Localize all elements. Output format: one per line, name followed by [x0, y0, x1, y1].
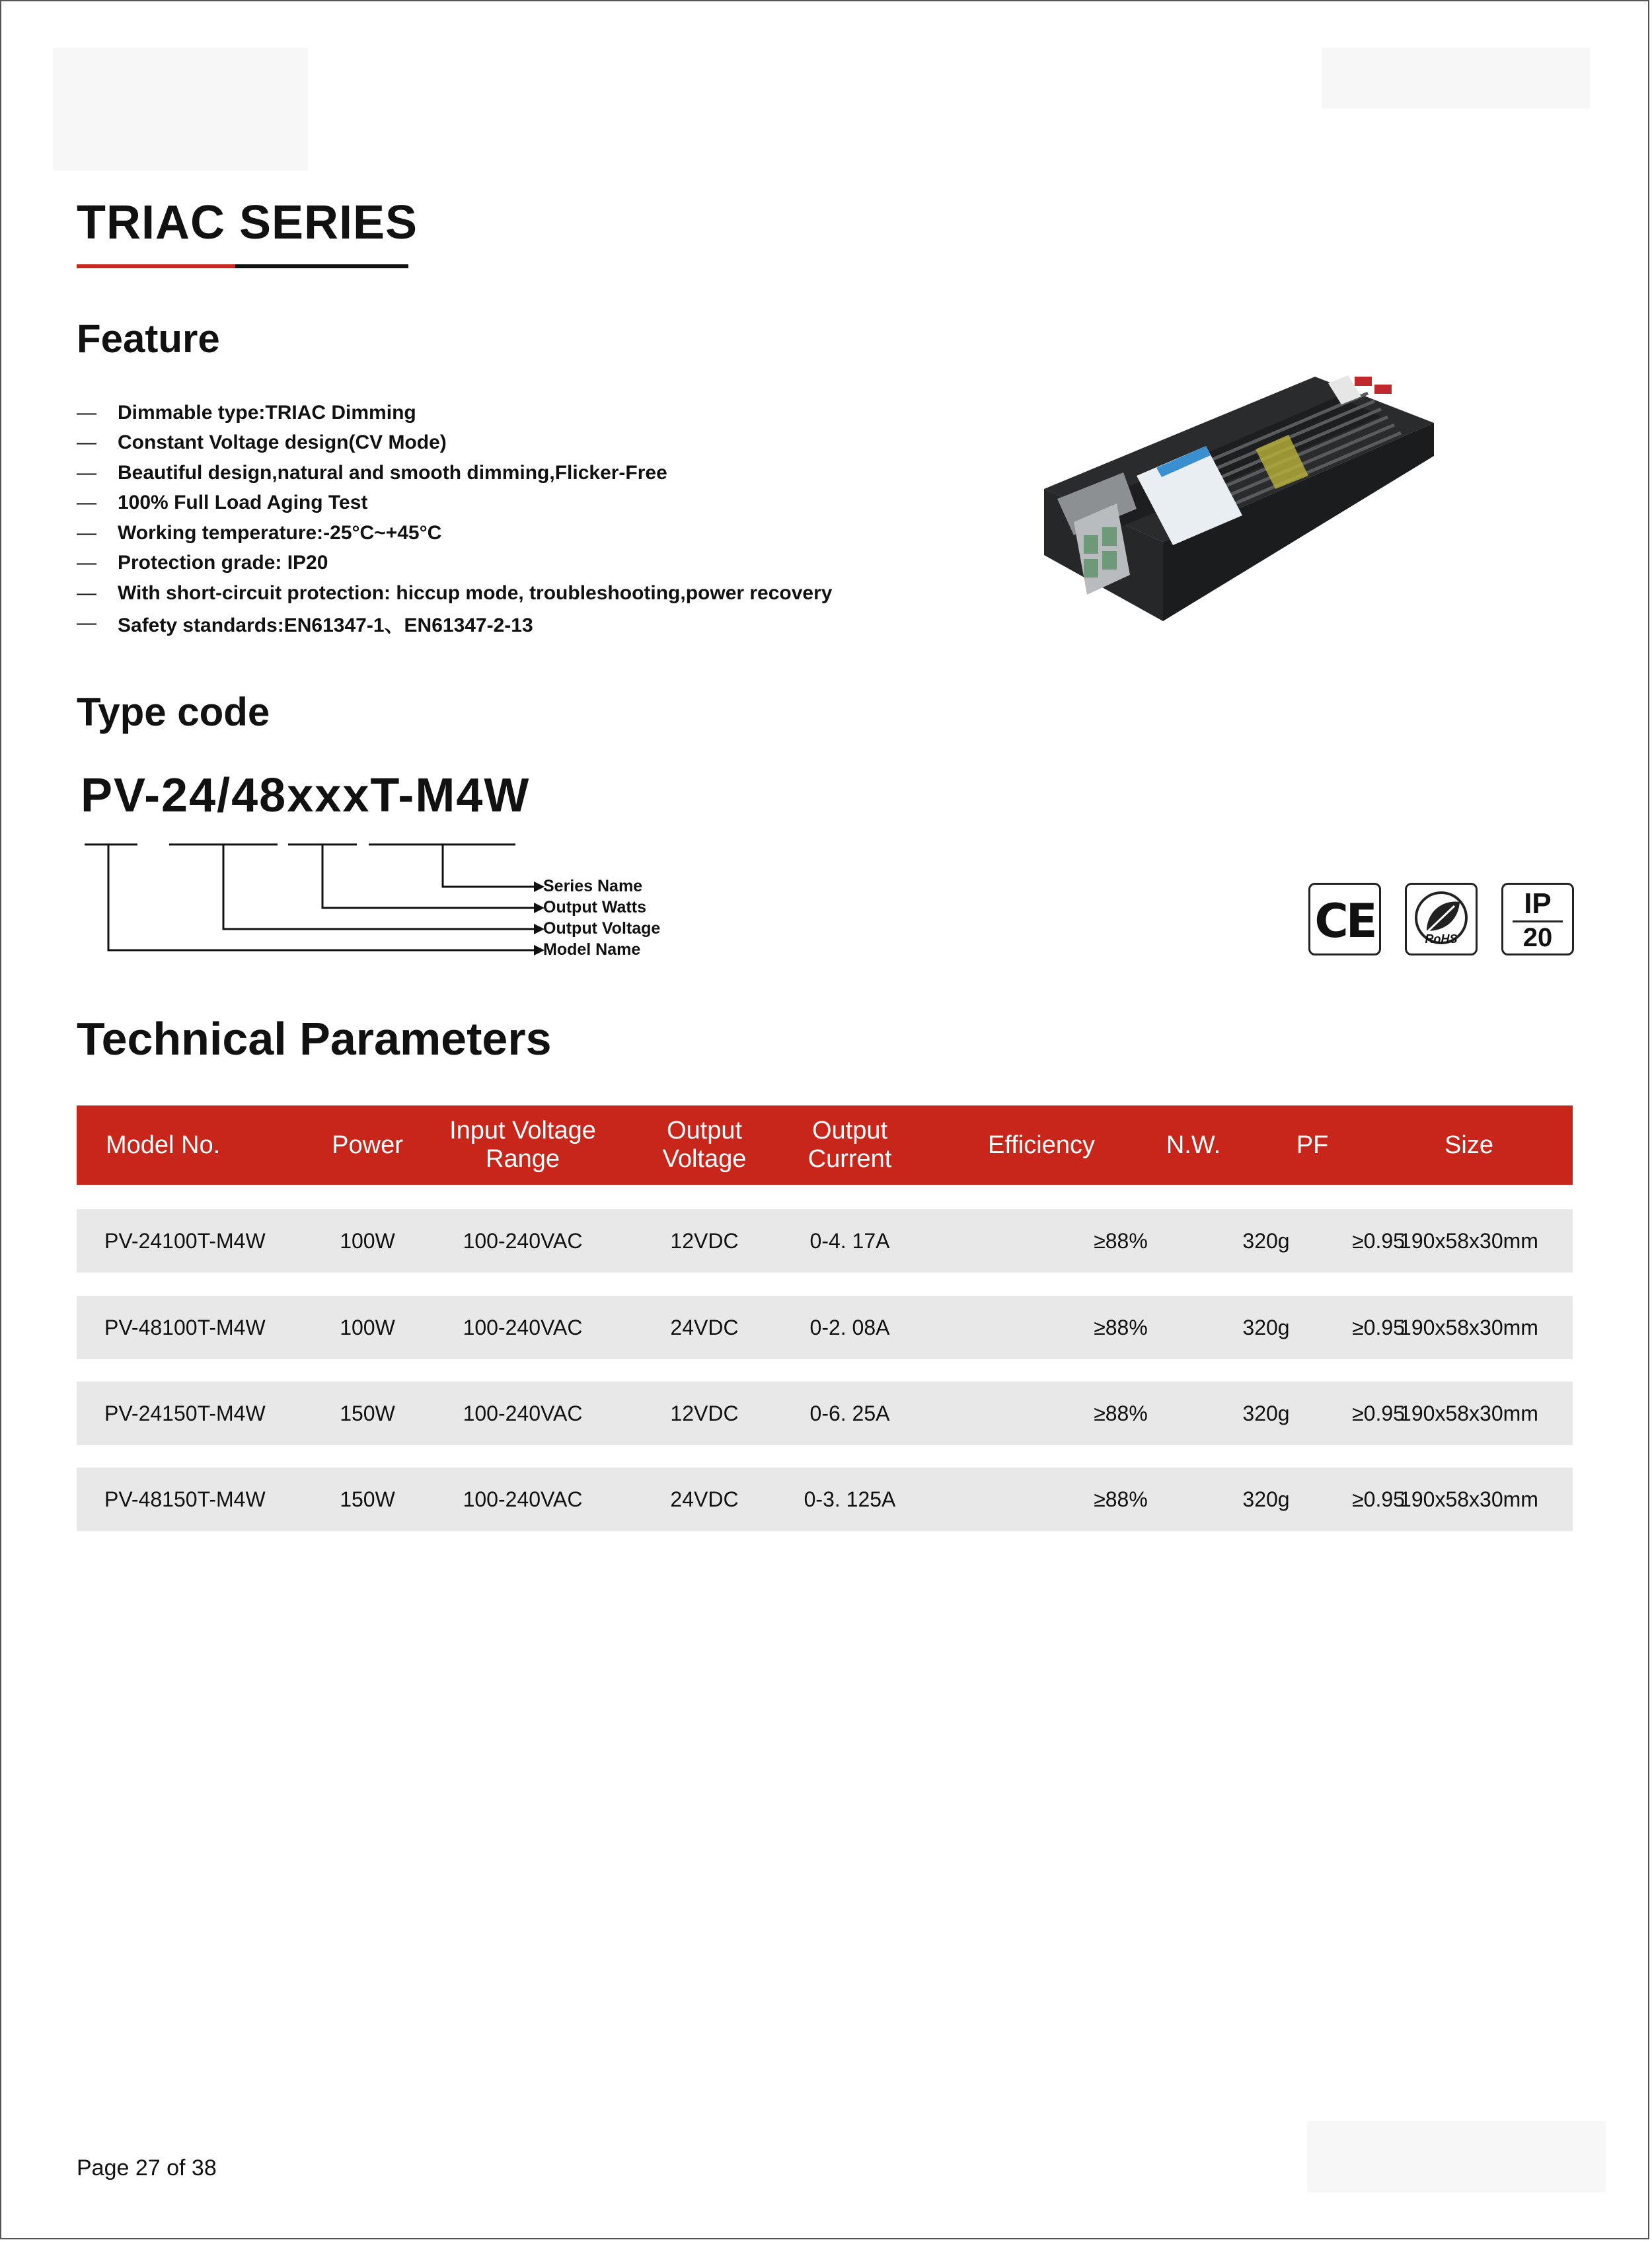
feature-item	[77, 488, 936, 519]
title-underline-red	[77, 264, 235, 268]
dash: —	[77, 552, 96, 574]
cell-model: PV-48150T-M4W	[104, 1487, 266, 1511]
ip-rating-text: 20	[1522, 923, 1553, 952]
cell-model: PV-24150T-M4W	[104, 1401, 266, 1425]
cell-power: 100W	[340, 1228, 395, 1253]
dash: —	[77, 612, 96, 634]
cell-output-current: 0-2. 08A	[809, 1315, 890, 1339]
feature-item	[77, 609, 936, 639]
table-header	[77, 1105, 1573, 1185]
faint-header-block-right	[1322, 48, 1590, 108]
column-header-nw: N.W.	[1166, 1131, 1221, 1159]
feature-text: 100% Full Load Aging Test	[118, 492, 368, 514]
feature-item	[77, 518, 936, 548]
dash: —	[77, 521, 96, 544]
column-header-size: Size	[1445, 1131, 1493, 1159]
cell-pf: ≥0.95	[1352, 1487, 1405, 1511]
series-title: TRIAC SERIES	[77, 196, 418, 249]
column-header-pf: PF	[1296, 1131, 1329, 1159]
column-header-model: Model No.	[106, 1131, 221, 1159]
feature-text: Safety standards:EN61347-1、EN61347-2-13	[118, 615, 533, 637]
cell-power: 150W	[340, 1401, 395, 1425]
feature-list	[77, 398, 936, 638]
rohs-text: RoHS	[1425, 932, 1458, 946]
type-code: PV-24/48xxxT-M4W	[81, 769, 531, 822]
dash: —	[77, 581, 96, 604]
cell-input-voltage: 100-240VAC	[463, 1401, 583, 1425]
cell-input-voltage: 100-240VAC	[463, 1228, 583, 1253]
cell-nw: 320g	[1242, 1228, 1290, 1253]
dash: —	[77, 401, 96, 424]
cell-output-voltage: 24VDC	[670, 1487, 739, 1511]
ce-mark-text: CE	[1314, 894, 1375, 948]
cell-pf: ≥0.95	[1352, 1315, 1405, 1339]
feature-item	[77, 548, 936, 579]
cell-output-voltage: 12VDC	[670, 1228, 739, 1253]
cell-power: 150W	[340, 1487, 395, 1511]
column-header-power: Power	[332, 1131, 403, 1159]
cell-pf: ≥0.95	[1352, 1401, 1405, 1425]
feature-item	[77, 428, 936, 459]
feature-item	[77, 398, 936, 428]
cell-nw: 320g	[1242, 1315, 1290, 1339]
feature-text: Beautiful design,natural and smooth dimming,Flicker-Free	[118, 461, 667, 484]
column-header-output-current: Output Current	[807, 1117, 892, 1173]
ip-divider	[1513, 920, 1563, 922]
cell-output-current: 0-6. 25A	[809, 1401, 890, 1425]
faint-header-block-left	[53, 48, 308, 170]
feature-text: Protection grade: IP20	[118, 552, 328, 574]
table-row	[77, 1468, 1573, 1531]
cell-nw: 320g	[1242, 1487, 1290, 1511]
cell-output-current: 0-3. 125A	[804, 1487, 896, 1511]
rohs-mark-icon	[1405, 883, 1478, 955]
dash: —	[77, 492, 96, 514]
cell-input-voltage: 100-240VAC	[463, 1487, 583, 1511]
cell-output-voltage: 12VDC	[670, 1401, 739, 1425]
cell-efficiency: ≥88%	[1094, 1487, 1148, 1511]
cell-size: 190x58x30mm	[1400, 1315, 1538, 1339]
faint-footer-block	[1307, 2121, 1606, 2192]
cell-power: 100W	[340, 1315, 395, 1339]
dash: —	[77, 431, 96, 454]
cell-input-voltage: 100-240VAC	[463, 1315, 583, 1339]
cell-size: 190x58x30mm	[1400, 1228, 1538, 1253]
feature-heading: Feature	[77, 317, 220, 361]
ip-text: IP	[1524, 887, 1552, 920]
cell-efficiency: ≥88%	[1094, 1315, 1148, 1339]
table-row	[77, 1296, 1573, 1359]
cell-size: 190x58x30mm	[1400, 1401, 1538, 1425]
table-row	[77, 1382, 1573, 1445]
cell-nw: 320g	[1242, 1401, 1290, 1425]
ce-mark-icon	[1308, 883, 1381, 955]
table-row	[77, 1209, 1573, 1273]
ip20-mark-icon	[1501, 883, 1574, 955]
type-label-series-name: Series Name	[543, 877, 643, 895]
cell-efficiency: ≥88%	[1094, 1401, 1148, 1425]
power-supply-product-image	[1037, 357, 1441, 641]
type-label-output-watts: Output Watts	[543, 898, 646, 916]
column-header-efficiency: Efficiency	[988, 1131, 1095, 1159]
cell-pf: ≥0.95	[1352, 1228, 1405, 1253]
title-underline-black	[235, 264, 408, 268]
technical-parameters-heading: Technical Parameters	[77, 1013, 552, 1065]
feature-text: Dimmable type:TRIAC Dimming	[118, 401, 416, 424]
cell-size: 190x58x30mm	[1400, 1487, 1538, 1511]
feature-item	[77, 458, 936, 488]
page-number: Page 27 of 38	[77, 2155, 217, 2181]
column-header-output-voltage: Output Voltage	[662, 1117, 747, 1173]
type-label-output-voltage: Output Voltage	[543, 919, 661, 938]
feature-text: Working temperature:-25°C~+45°C	[118, 521, 442, 544]
type-label-model-name: Model Name	[543, 940, 641, 959]
cell-model: PV-48100T-M4W	[104, 1315, 266, 1339]
type-code-heading: Type code	[77, 690, 270, 734]
dash: —	[77, 461, 96, 484]
cell-output-current: 0-4. 17A	[809, 1228, 890, 1253]
feature-text: With short-circuit protection: hiccup mode, troubleshooting,power recovery	[118, 581, 833, 604]
cell-output-voltage: 24VDC	[670, 1315, 739, 1339]
cell-model: PV-24100T-M4W	[104, 1228, 266, 1253]
feature-text: Constant Voltage design(CV Mode)	[118, 431, 447, 454]
column-header-input-voltage: Input Voltage Range	[449, 1117, 596, 1173]
feature-item	[77, 578, 936, 609]
cell-efficiency: ≥88%	[1094, 1228, 1148, 1253]
